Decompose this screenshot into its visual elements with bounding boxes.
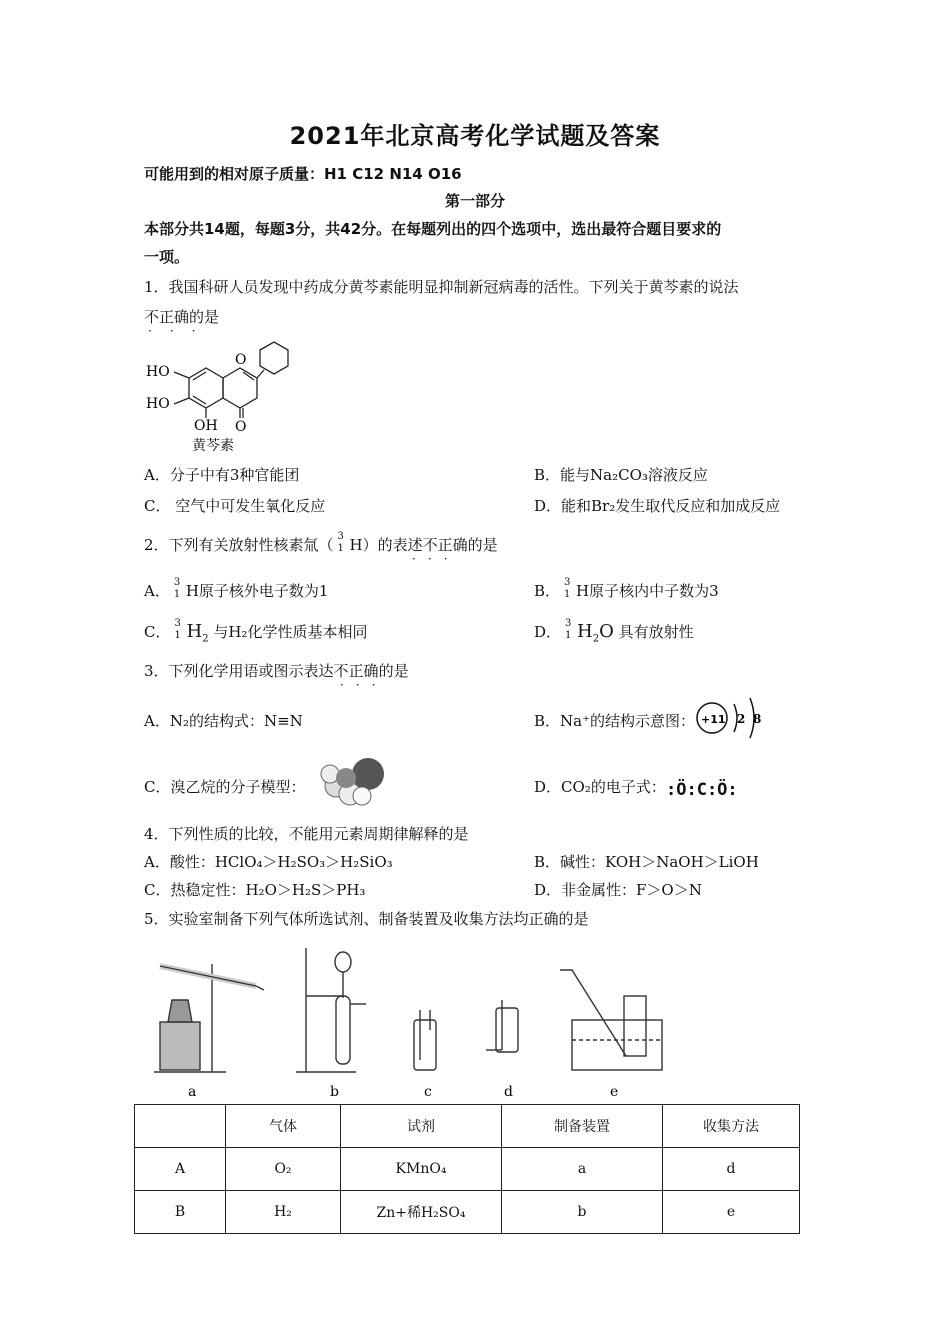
iso-mass-d: 3 [565, 618, 572, 629]
table-header: 气体 [226, 1105, 341, 1148]
part-title: 第一部分 [444, 192, 505, 210]
instructions-line-2: 一项。 [144, 248, 190, 266]
q2-option-b-text: H原子核内中子数为3 [576, 582, 719, 600]
table-cell: d [663, 1148, 800, 1191]
table-cell: O₂ [226, 1148, 341, 1191]
table-row [135, 1148, 800, 1191]
q2-emphasis: 不正确 [422, 536, 468, 554]
table-cell: b [502, 1191, 663, 1234]
q3-emphasis-dots: ··· [340, 678, 388, 692]
iso-mass-a: 3 [173, 577, 181, 588]
struct-o-keto: O [235, 419, 247, 435]
table-header: 制备装置 [502, 1105, 663, 1148]
iso-z: 1 [337, 543, 344, 554]
lab-apparatus [146, 940, 666, 1098]
q2-option-c: C． 3 1 $H_2$ 与H₂化学性质基本相同 [144, 618, 368, 645]
q2-option-d-text: 具有放射性 [618, 623, 694, 641]
q1-stem-end: 的是 [189, 308, 220, 326]
gas-table [134, 1104, 800, 1234]
q2-stem-end: 的是 [467, 536, 498, 554]
table-cell: a [502, 1148, 663, 1191]
q4-option-a: A．酸性：HClO₄＞H₂SO₃＞H₂SiO₃ [144, 853, 393, 871]
table-header: 试剂 [341, 1105, 502, 1148]
table-header: 收集方法 [663, 1105, 800, 1148]
q1-emphasis-dots: ··· [148, 324, 214, 338]
struct-ho-bottom: HO [146, 396, 170, 412]
iso-z-a: 1 [173, 589, 181, 600]
q2-option-b: B． 3 1 H原子核内中子数为3 [534, 577, 719, 600]
q1-option-d: D．能和Br₂发生取代反应和加成反应 [534, 497, 781, 515]
table-cell: e [663, 1191, 800, 1234]
q4-option-c: C．热稳定性：H₂O＞H₂S＞PH₃ [144, 881, 366, 899]
q1-option-b: B．能与Na₂CO₃溶液反应 [534, 466, 708, 484]
table-cell: A [135, 1148, 226, 1191]
q1-emphasis: 不正确 [144, 308, 190, 326]
table-cell: H₂ [226, 1191, 341, 1234]
iso-mass-c: 3 [174, 618, 181, 629]
baicalein-structure [144, 338, 294, 456]
q2-option-a: A． 3 1 H原子核外电子数为1 [144, 577, 329, 600]
q5-stem: 5．实验室制备下列气体所选试剂、制备装置及收集方法均正确的是 [144, 910, 589, 928]
atomic-masses: 可能用到的相对原子质量：H1 C12 N14 O16 [144, 165, 462, 183]
struct-o-ring: O [235, 352, 247, 368]
struct-name: 黄芩素 [192, 438, 234, 454]
q2-iso-symbol: H [349, 536, 363, 554]
table-cell: Zn+稀H₂SO₄ [341, 1191, 502, 1234]
ion-shell-2: 8 [753, 712, 762, 726]
apparatus-label-b: b [330, 1084, 339, 1098]
q1-option-c: C． 空气中可发生氧化反应 [144, 497, 326, 515]
iso-mass-b: 3 [564, 577, 571, 588]
q3-emphasis: 不正确 [333, 662, 379, 680]
q2-stem-post: ）的表述 [362, 536, 423, 554]
bromoethane-model [316, 752, 388, 808]
q1-stem: 1．我国科研人员发现中药成分黄芩素能明显抑制新冠病毒的活性。下列关于黄芩素的说法 [144, 278, 739, 296]
apparatus-label-a: a [188, 1084, 197, 1098]
q3-option-b: B．Na⁺的结构示意图： [534, 712, 696, 730]
q3-option-a: A．N₂的结构式：N≡N [144, 712, 303, 730]
table-header [135, 1105, 226, 1148]
q2-option-c-text: 与H₂化学性质基本相同 [213, 623, 368, 641]
table-header-row [135, 1105, 800, 1148]
struct-ho-top: HO [146, 364, 170, 380]
q4-stem: 4．下列性质的比较，不能用元素周期律解释的是 [144, 825, 469, 843]
q2-option-d: D． 3 1 $H_2O$ 具有放射性 [534, 618, 694, 645]
q2-emphasis-dots: ··· [412, 552, 460, 566]
q4-option-d: D．非金属性：F＞O＞N [534, 881, 702, 899]
q3-option-d: D．CO₂的电子式： [534, 778, 666, 796]
q3-stem-end: 的是 [378, 662, 409, 680]
q4-option-b: B．碱性：KOH＞NaOH＞LiOH [534, 853, 759, 871]
apparatus-label-d: d [504, 1084, 513, 1098]
instructions-line-1: 本部分共14题，每题3分，共42分。在每题列出的四个选项中，选出最符合题目要求的 [144, 220, 722, 238]
q2-stem-pre: 2．下列有关放射性核素氚（ [144, 536, 334, 554]
q2-option-a-text: H原子核外电子数为1 [185, 582, 329, 600]
tritium-isotope [334, 531, 350, 554]
apparatus-label-e: e [610, 1084, 619, 1098]
sodium-ion-diagram [694, 696, 774, 742]
struct-oh: OH [194, 418, 218, 434]
iso-z-c: 1 [174, 630, 181, 641]
q3-stem-pre: 3．下列化学用语或图示表达 [144, 662, 334, 680]
iso-z-b: 1 [564, 589, 571, 600]
table-row [135, 1191, 800, 1234]
table-cell: B [135, 1191, 226, 1234]
table-cell: KMnO₄ [341, 1148, 502, 1191]
ion-shell-1: 2 [737, 712, 746, 726]
ion-core: +11 [701, 713, 726, 726]
page-title: 2021年北京高考化学试题及答案 [289, 122, 661, 150]
q1-option-a: A．分子中有3种官能团 [144, 466, 300, 484]
apparatus-label-c: c [424, 1084, 432, 1098]
iso-mass: 3 [337, 531, 344, 542]
co2-lewis: :Ö:C:Ö: [666, 780, 738, 800]
iso-z-d: 1 [565, 630, 572, 641]
q3-option-c: C．溴乙烷的分子模型： [144, 778, 306, 796]
